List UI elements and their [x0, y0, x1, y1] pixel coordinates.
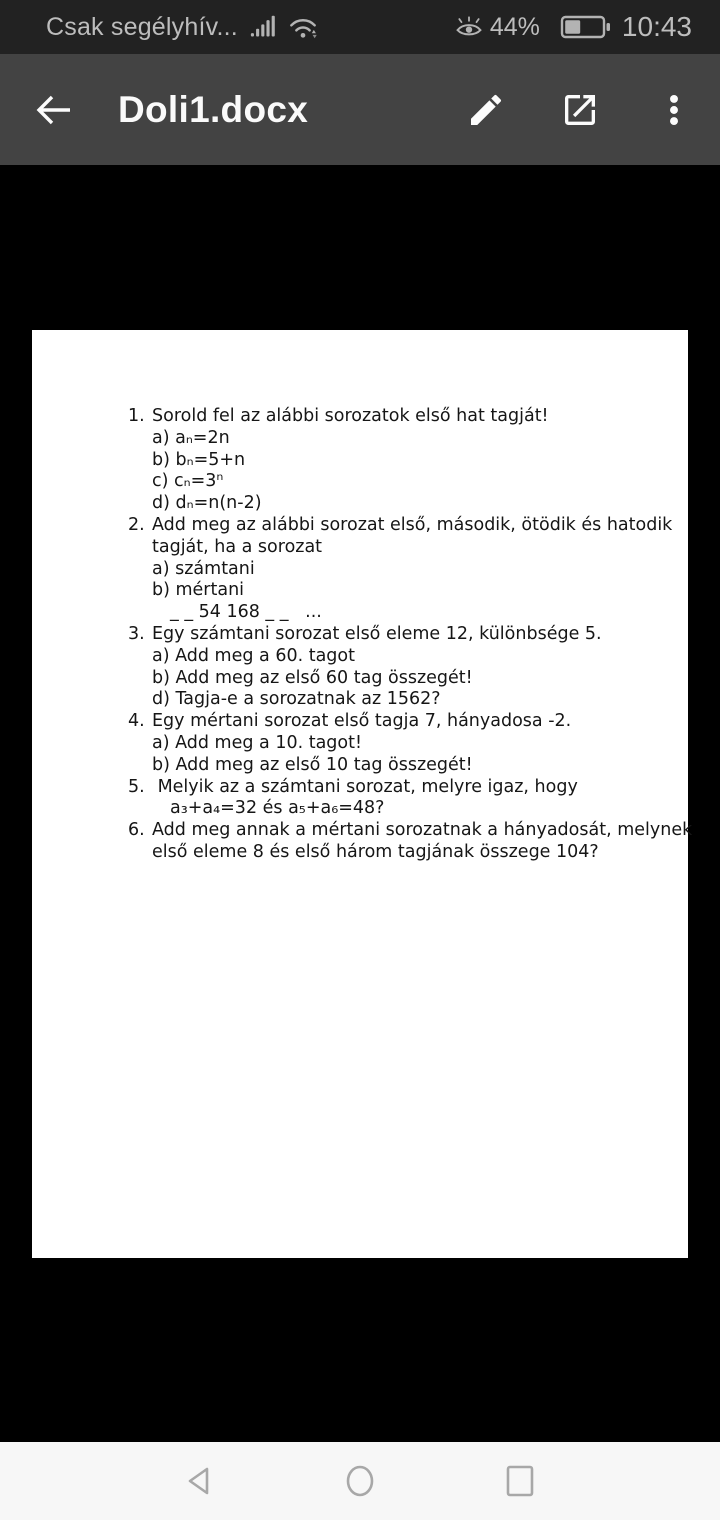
signal-bars-icon — [250, 14, 276, 40]
document-title: Doli1.docx — [118, 88, 309, 130]
doc-line — [128, 777, 668, 799]
doc-line — [128, 514, 673, 537]
doc-line — [128, 842, 668, 864]
doc-line-text: d) dₙ=n(n-2) — [152, 493, 262, 514]
doc-line — [128, 646, 668, 668]
doc-line — [128, 450, 668, 472]
nav-home-icon — [342, 1462, 378, 1500]
doc-line — [128, 428, 668, 450]
doc-line-text: Add meg annak a mértani sorozatnak a hányadosát, melynek — [152, 820, 693, 841]
doc-line-text: b) Add meg az első 10 tag összegét! — [152, 754, 473, 775]
doc-line-text: Egy mértani sorozat első tagja 7, hányadosa -2. — [152, 711, 572, 732]
doc-line-text: b) Add meg az első 60 tag összegét! — [152, 667, 473, 688]
nav-home-button[interactable] — [342, 1462, 378, 1500]
doc-line — [128, 689, 668, 711]
status-bar-left — [46, 13, 318, 42]
doc-line-text: a) Add meg a 60. tagot — [152, 645, 355, 666]
overflow-menu-icon — [655, 91, 693, 129]
nav-recents-button[interactable] — [502, 1462, 538, 1500]
nav-back-icon — [182, 1462, 218, 1500]
doc-line-text: a) Add meg a 10. tagot! — [152, 732, 362, 753]
doc-line — [128, 406, 668, 428]
doc-line-marker: 1. — [128, 406, 145, 426]
doc-line — [128, 820, 693, 842]
document-page[interactable] — [32, 330, 693, 1258]
doc-line-text: Sorold fel az alábbi sorozatok első hat tagját! — [152, 406, 549, 426]
clock-label: 10:43 — [621, 11, 692, 42]
back-button[interactable] — [30, 86, 78, 134]
doc-line-marker: 4. — [128, 711, 145, 732]
app-bar-actions — [464, 88, 696, 132]
doc-line-marker: 6. — [128, 820, 145, 841]
navigation-bar — [0, 1442, 720, 1520]
edit-button[interactable] — [464, 88, 508, 132]
doc-line — [128, 493, 668, 515]
doc-line — [128, 668, 668, 690]
doc-line-text: a) aₙ=2n — [152, 427, 230, 448]
doc-line-marker: 2. — [128, 514, 145, 535]
document-viewer[interactable] — [0, 165, 720, 1442]
app-bar — [0, 54, 720, 165]
carrier-label: Csak segélyhív... — [46, 12, 238, 41]
doc-line-text: első eleme 8 és első három tagjának összege 104? — [152, 841, 599, 862]
doc-line — [128, 559, 668, 581]
doc-line-marker: 3. — [128, 623, 145, 644]
battery-icon — [560, 14, 612, 40]
open-in-new-icon — [560, 90, 600, 130]
overflow-menu-button[interactable] — [652, 88, 696, 132]
doc-line-text: a) számtani — [152, 558, 255, 579]
doc-line-text: b) mértani — [152, 580, 245, 601]
status-bar — [0, 0, 720, 54]
document-body — [32, 330, 693, 864]
nav-recents-icon — [502, 1462, 538, 1500]
doc-line-text: b) bₙ=5+n — [152, 449, 246, 470]
battery-percent-label: 44% — [489, 12, 540, 41]
nav-back-button[interactable] — [182, 1462, 218, 1500]
doc-line — [128, 602, 668, 624]
doc-line-text: tagját, ha a sorozat — [152, 536, 323, 557]
status-bar-right — [442, 11, 692, 43]
doc-line — [128, 798, 668, 820]
doc-line-text: Add meg az alábbi sorozat első, második, ötödik és hatodik — [152, 514, 673, 535]
doc-line-text: Melyik az a számtani sorozat, melyre igaz, hogy — [152, 776, 578, 797]
doc-line — [128, 624, 668, 646]
doc-line — [128, 580, 668, 602]
doc-line — [128, 755, 668, 777]
doc-line-text: Egy számtani sorozat első eleme 12, különbsége 5. — [152, 623, 602, 644]
back-arrow-icon — [32, 88, 76, 132]
eye-comfort-icon — [454, 13, 484, 41]
doc-line-text: d) Tagja-e a sorozatnak az 1562? — [152, 689, 441, 710]
doc-line — [128, 471, 668, 493]
doc-line — [128, 537, 668, 559]
doc-line-text: c) cₙ=3ⁿ — [152, 471, 224, 492]
doc-line-text: _ _ 54 168 _ _ ... — [170, 602, 322, 623]
doc-line — [128, 733, 668, 755]
doc-line-text: a₃+a₄=32 és a₅+a₆=48? — [170, 798, 385, 819]
doc-line — [128, 711, 668, 733]
wifi-icon — [288, 14, 318, 40]
edit-pencil-icon — [466, 90, 506, 130]
open-in-new-button[interactable] — [558, 88, 602, 132]
doc-line-marker: 5. — [128, 776, 145, 797]
